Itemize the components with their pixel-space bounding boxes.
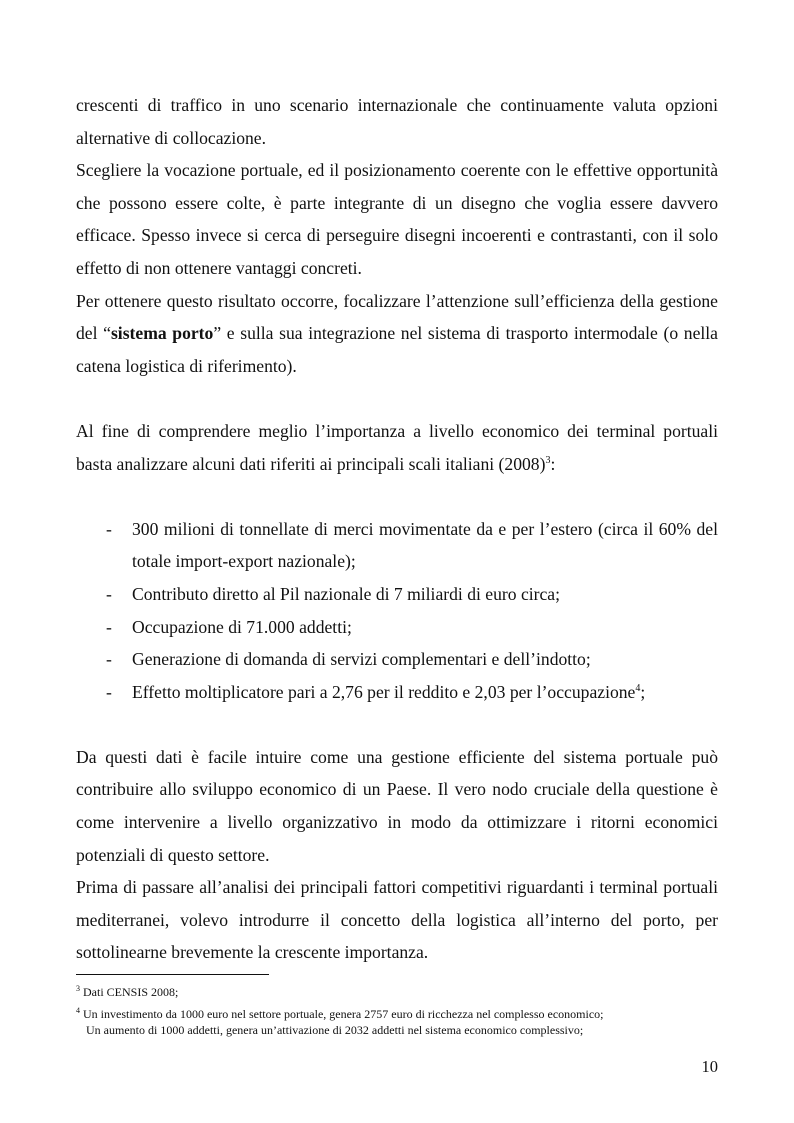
paragraph-text: ” e sulla sua integrazione nel sistema di trasporto intermodale (o nella catena logistica di riferimento).: [76, 323, 718, 376]
footnote-text: Un aumento di 1000 addetti, genera un’attivazione di 2032 addetti nel sistema economico complessivo;: [86, 1023, 584, 1037]
bullet-marker: -: [106, 616, 112, 637]
paragraph: [76, 285, 718, 383]
footnote-ref[interactable]: 4: [635, 682, 641, 694]
footnote: [76, 1006, 736, 1038]
list-item-text: ;: [640, 681, 646, 702]
footnotes: [76, 984, 736, 1044]
paragraph-text: :: [550, 453, 556, 474]
footnote-ref[interactable]: 3: [545, 454, 551, 466]
footnote: [76, 984, 736, 1000]
list-item: [76, 611, 718, 644]
footnote-number: 3: [76, 984, 80, 993]
bullet-marker: -: [106, 583, 112, 604]
list-item-text: Effetto moltiplicatore pari a 2,76 per il reddito e 2,03 per l’occupazione: [132, 681, 636, 702]
footnote-number: 4: [76, 1006, 80, 1015]
list-item-text: Contributo diretto al Pil nazionale di 7 miliardi di euro circa;: [132, 583, 561, 604]
paragraph: Scegliere la vocazione portuale, ed il posizionamento coerente con le effettive opportunità che possono essere colte, è parte integrante di un disegno che voglia essere davvero efficace. Spesso invece si cerca di perseguire disegni incoerenti e contrastanti, con il solo effetto di non ottenere vantaggi concreti.: [76, 160, 718, 278]
list-item: [76, 676, 718, 709]
bullet-marker: -: [106, 649, 112, 670]
paragraph: Prima di passare all’analisi dei principali fattori competitivi riguardanti i terminal portuali mediterranei, volevo introdurre il concetto della logistica all’interno del porto, per sottolinearne brevemente la crescente importanza.: [76, 877, 718, 963]
paragraph: crescenti di traffico in uno scenario internazionale che continuamente valuta opzioni alternative di collocazione.: [76, 95, 718, 148]
list-item: [76, 643, 718, 676]
body-text: [76, 89, 718, 969]
paragraph: [76, 415, 718, 480]
paragraph-text: Per ottenere questo risultato occorre, focalizzare l’attenzione sull’efficienza della gestione del “: [76, 290, 718, 344]
bullet-marker: -: [106, 518, 112, 539]
page-number: 10: [701, 1057, 718, 1076]
list-item-text: Occupazione di 71.000 addetti;: [132, 616, 352, 637]
footnote-text: Dati CENSIS 2008;: [83, 985, 179, 999]
paragraph: Da questi dati è facile intuire come una gestione efficiente del sistema portuale può contribuire allo sviluppo economico di un Paese. Il vero nodo cruciale della questione è come intervenire a livello organizzativo in modo da ottimizzare i ritorni economici potenziali di questo settore.: [76, 746, 718, 865]
bullet-marker: -: [106, 681, 112, 702]
footnote-text: Un investimento da 1000 euro nel settore portuale, genera 2757 euro di ricchezza nel complesso economico;: [83, 1007, 604, 1021]
bold-term: sistema porto: [110, 323, 214, 344]
paragraph-text: Al fine di comprendere meglio l’importanza a livello economico dei terminal portuali basta analizzare alcuni dati riferiti ai principali scali italiani (2008): [76, 420, 718, 474]
list-item: [76, 578, 718, 611]
list-item-text: Generazione di domanda di servizi complementari e dell’indotto;: [132, 649, 591, 670]
footnote-divider: [76, 974, 269, 975]
bullet-list: [76, 513, 718, 709]
list-item: [76, 513, 718, 578]
list-item-text: 300 milioni di tonnellate di merci movimentate da e per l’estero (circa il 60% del totale import-export nazionale);: [132, 518, 718, 572]
